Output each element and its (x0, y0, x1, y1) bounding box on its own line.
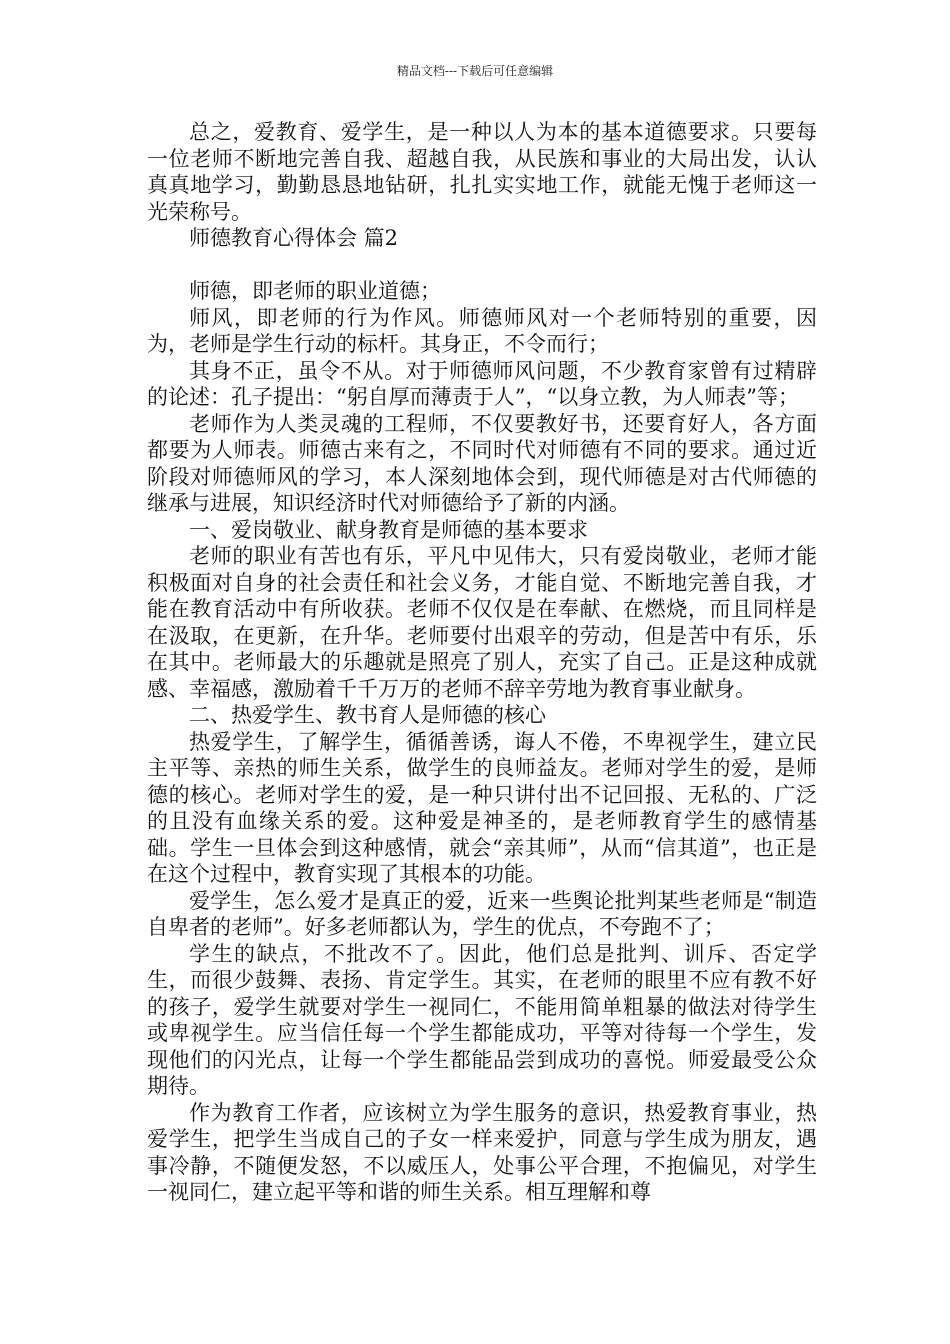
section-heading: 二、热爱学生、教书育人是师德的核心 (189, 703, 546, 727)
paragraph: 学生的缺点，不批改不了。因此，他们总是批判、训斥、否定学生，而很少鼓舞、表扬、肯定学生。其实，在老师的眼里不应有教不好的孩子，爱学生就要对学生一视同仁，不能用简单粗暴的做法对待学生或卑视学生。应当信任每一个学生都能成功，平等对待每一个学生，发现他们的闪光点，让每一个学生都能品尝到成功的喜悦。师爱最受公众期待。 (147, 941, 817, 1098)
paragraph: 爱学生，怎么爱才是真正的爱，近来一些舆论批判某些老师是“制造自卑者的老师”。好多老师都认为，学生的优点，不夸跑不了； (147, 888, 817, 939)
paragraph: 老师的职业有苦也有乐，平凡中见伟大，只有爱岗敬业，老师才能积极面对自身的社会责任和社会义务，才能自觉、不断地完善自我，才能在教育活动中有所收获。老师不仅仅是在奉献、在燃烧，而且同样是在汲取，在更新，在升华。老师要付出艰辛的劳动，但是苦中有乐，乐在其中。老师最大的乐趣就是照亮了别人，充实了自己。正是这种成就感、幸福感，激励着千千万万的老师不辞辛劳地为教育事业献身。 (147, 544, 817, 701)
paragraph: 热爱学生，了解学生，循循善诱，诲人不倦，不卑视学生，建立民主平等、亲热的师生关系，做学生的良师益友。老师对学生的爱，是师德的核心。老师对学生的爱，是一种只讲付出不记回报、无私的、广泛的且没有血缘关系的爱。这种爱是神圣的，是老师教育学生的感情基础。学生一旦体会到这种感情，就会“亲其师”，从而“信其道”，也正是在这个过程中，教育实现了其根本的功能。 (147, 729, 817, 886)
paragraph: 其身不正，虽令不从。对于师德师风问题，不少教育家曾有过精辟的论述：孔子提出：“躬自厚而薄责于人”，“以身立教，为人师表”等； (147, 358, 817, 409)
paragraph: 老师作为人类灵魂的工程师，不仅要教好书，还要育好人，各方面都要为人师表。师德古来有之，不同时代对师德有不同的要求。通过近阶段对师德师风的学习，本人深刻地体会到，现代师德是对古代师德的继承与进展，知识经济时代对师德给予了新的内涵。 (147, 411, 817, 515)
document-body (147, 119, 817, 1206)
paragraph: 总之，爱教育、爱学生，是一种以人为本的基本道德要求。只要每一位老师不断地完善自我、超越自我，从民族和事业的大局出发，认认真真地学习，勤勤恳恳地钻研，扎扎实实地工作，就能无愧于老师这一光荣称号。 (147, 120, 817, 224)
section-heading: 一、爱岗敬业、献身教育是师德的基本要求 (189, 517, 588, 542)
section-title: 师德教育心得体会 篇2 (189, 226, 399, 250)
paragraph: 师风，即老师的行为作风。师德师风对一个老师特别的重要，因为，老师是学生行动的标杆。其身正，不令而行； (147, 305, 817, 356)
paragraph: 师德，即老师的职业道德； (189, 279, 441, 303)
page-header: 精品文档---下载后可任意编辑 (396, 64, 554, 78)
blank-line (147, 252, 817, 279)
paragraph: 作为教育工作者，应该树立为学生服务的意识，热爱教育事业，热爱学生，把学生当成自己的子女一样来爱护，同意与学生成为朋友，遇事冷静，不随便发怒，不以威压人，处事公平合理，不抱偏见，对学生一视同仁，建立起平等和谐的师生关系。相互理解和尊 (147, 1100, 817, 1204)
